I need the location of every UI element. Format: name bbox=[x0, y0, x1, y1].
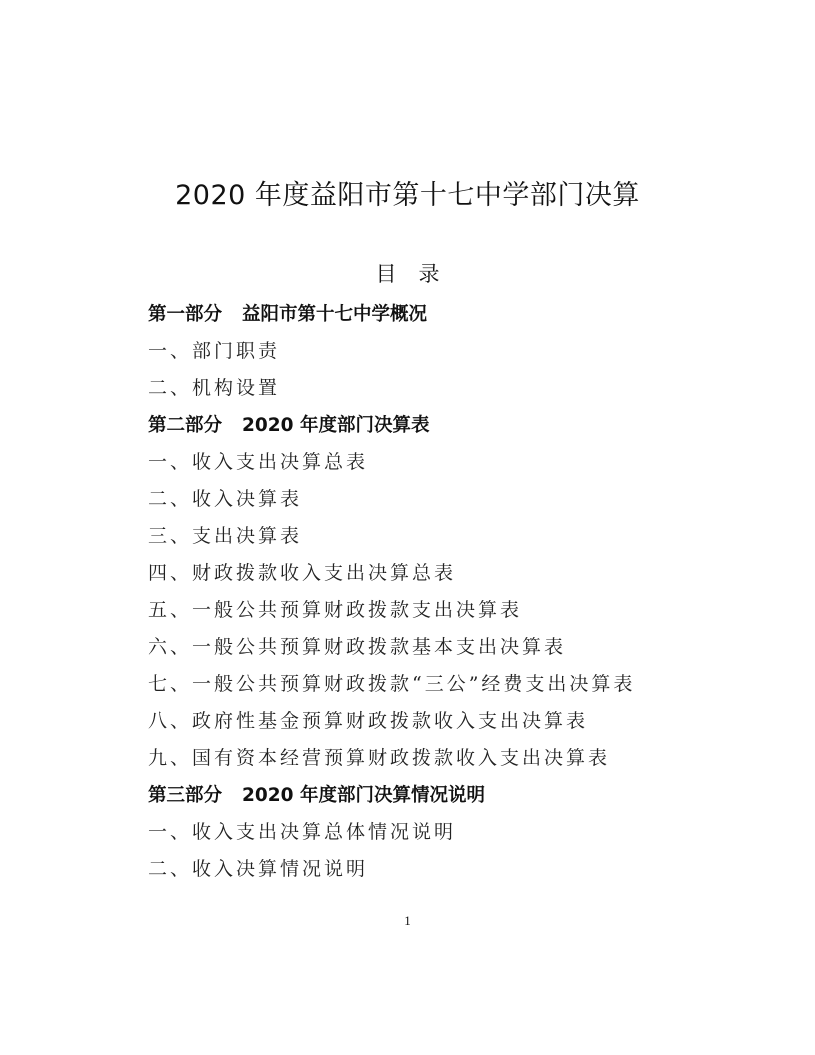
toc-part-label: 第二部分 bbox=[148, 415, 223, 436]
toc-heading-char-2: 录 bbox=[418, 262, 440, 286]
toc-part-label: 第一部分 bbox=[148, 304, 223, 325]
toc-item[interactable]: 六、一般公共预算财政拨款基本支出决算表 bbox=[148, 636, 567, 658]
toc-item[interactable]: 一、收入支出决算总表 bbox=[148, 451, 369, 473]
toc-item[interactable]: 九、国有资本经营预算财政拨款收入支出决算表 bbox=[148, 747, 611, 769]
toc-item[interactable]: 四、财政拨款收入支出决算总表 bbox=[148, 562, 457, 584]
toc-part-1[interactable] bbox=[148, 296, 708, 333]
toc-item[interactable]: 五、一般公共预算财政拨款支出决算表 bbox=[148, 599, 523, 621]
toc-part-title: 益阳市第十七中学概况 bbox=[242, 304, 428, 325]
toc-item[interactable]: 二、机构设置 bbox=[148, 377, 281, 399]
toc-part-2[interactable] bbox=[148, 407, 708, 444]
toc-part-title: 2020 年度部门决算表 bbox=[242, 415, 430, 436]
toc-item[interactable]: 二、收入决算表 bbox=[148, 488, 303, 510]
document-title: 2020 年度益阳市第十七中学部门决算 bbox=[175, 180, 640, 211]
toc-part-3[interactable] bbox=[148, 777, 708, 814]
toc-heading-char-1: 目 bbox=[375, 262, 397, 286]
toc-item[interactable]: 一、收入支出决算总体情况说明 bbox=[148, 821, 457, 843]
table-of-contents bbox=[148, 296, 708, 888]
toc-item[interactable]: 一、部门职责 bbox=[148, 340, 281, 362]
toc-item[interactable]: 八、政府性基金预算财政拨款收入支出决算表 bbox=[148, 710, 589, 732]
toc-item[interactable]: 二、收入决算情况说明 bbox=[148, 858, 369, 880]
toc-part-label: 第三部分 bbox=[148, 785, 223, 806]
page-number: 1 bbox=[404, 913, 411, 928]
toc-part-title: 2020 年度部门决算情况说明 bbox=[242, 785, 485, 806]
toc-item[interactable]: 三、支出决算表 bbox=[148, 525, 303, 547]
toc-item[interactable]: 七、一般公共预算财政拨款“三公”经费支出决算表 bbox=[148, 673, 636, 695]
toc-heading bbox=[0, 258, 815, 290]
